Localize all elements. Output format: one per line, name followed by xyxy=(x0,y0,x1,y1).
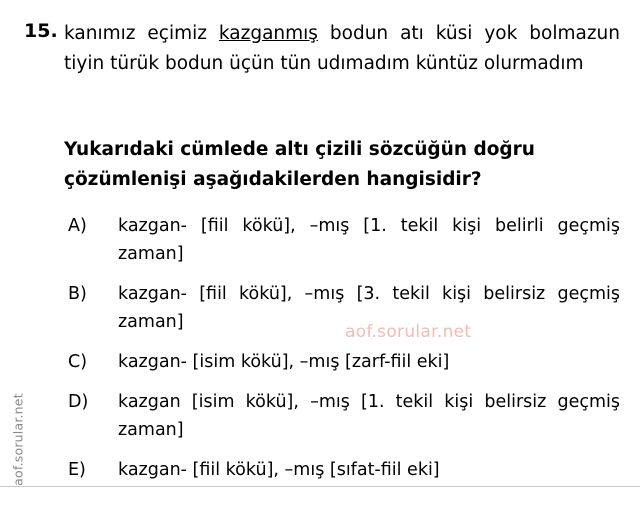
stem-text-before: kanımız eçimiz xyxy=(64,23,219,44)
option-d-letter: D) xyxy=(68,392,89,412)
page-bottom-divider xyxy=(0,486,640,487)
option-c[interactable] xyxy=(68,348,620,376)
answer-options xyxy=(68,212,620,496)
option-c-letter: C) xyxy=(68,352,88,372)
watermark-center: aof.sorular.net xyxy=(345,322,472,342)
question-prompt: Yukarıdaki cümlede altı çizili sözcüğün doğru çözümlenişi aşağıdakilerden hangisidir? xyxy=(64,139,535,190)
watermark-left: aof.sorular.net xyxy=(10,393,26,486)
option-e[interactable] xyxy=(68,456,620,484)
option-a[interactable] xyxy=(68,212,620,268)
left-watermark-strip xyxy=(0,0,30,505)
stem-text-after: bodun atı küsi yok bolmazun tiyin türük bodun üçün tün udımadım küntüz olurmadım xyxy=(64,23,620,74)
option-b-letter: B) xyxy=(68,284,87,304)
option-e-text: kazgan- [fiil kökü], –mış [sıfat-fiil eki] xyxy=(118,460,440,480)
stem-underlined-word: kazganmış xyxy=(218,23,318,44)
option-a-letter: A) xyxy=(68,216,87,236)
option-b-text: kazgan- [fiil kökü], –mış [3. tekil kişi belirsiz geçmiş zaman] xyxy=(118,284,620,332)
option-d-text: kazgan [isim kökü], –mış [1. tekil kişi belirsiz geçmiş zaman] xyxy=(118,392,620,440)
option-a-text: kazgan- [fiil kökü], –mış [1. tekil kişi belirli geçmiş zaman] xyxy=(118,216,620,264)
option-e-letter: E) xyxy=(68,460,86,480)
option-d[interactable] xyxy=(68,388,620,444)
option-b[interactable] xyxy=(68,280,620,336)
option-c-text: kazgan- [isim kökü], –mış [zarf-fiil eki] xyxy=(118,352,450,372)
question-number: 15. xyxy=(24,20,58,42)
question-stem xyxy=(64,19,620,79)
